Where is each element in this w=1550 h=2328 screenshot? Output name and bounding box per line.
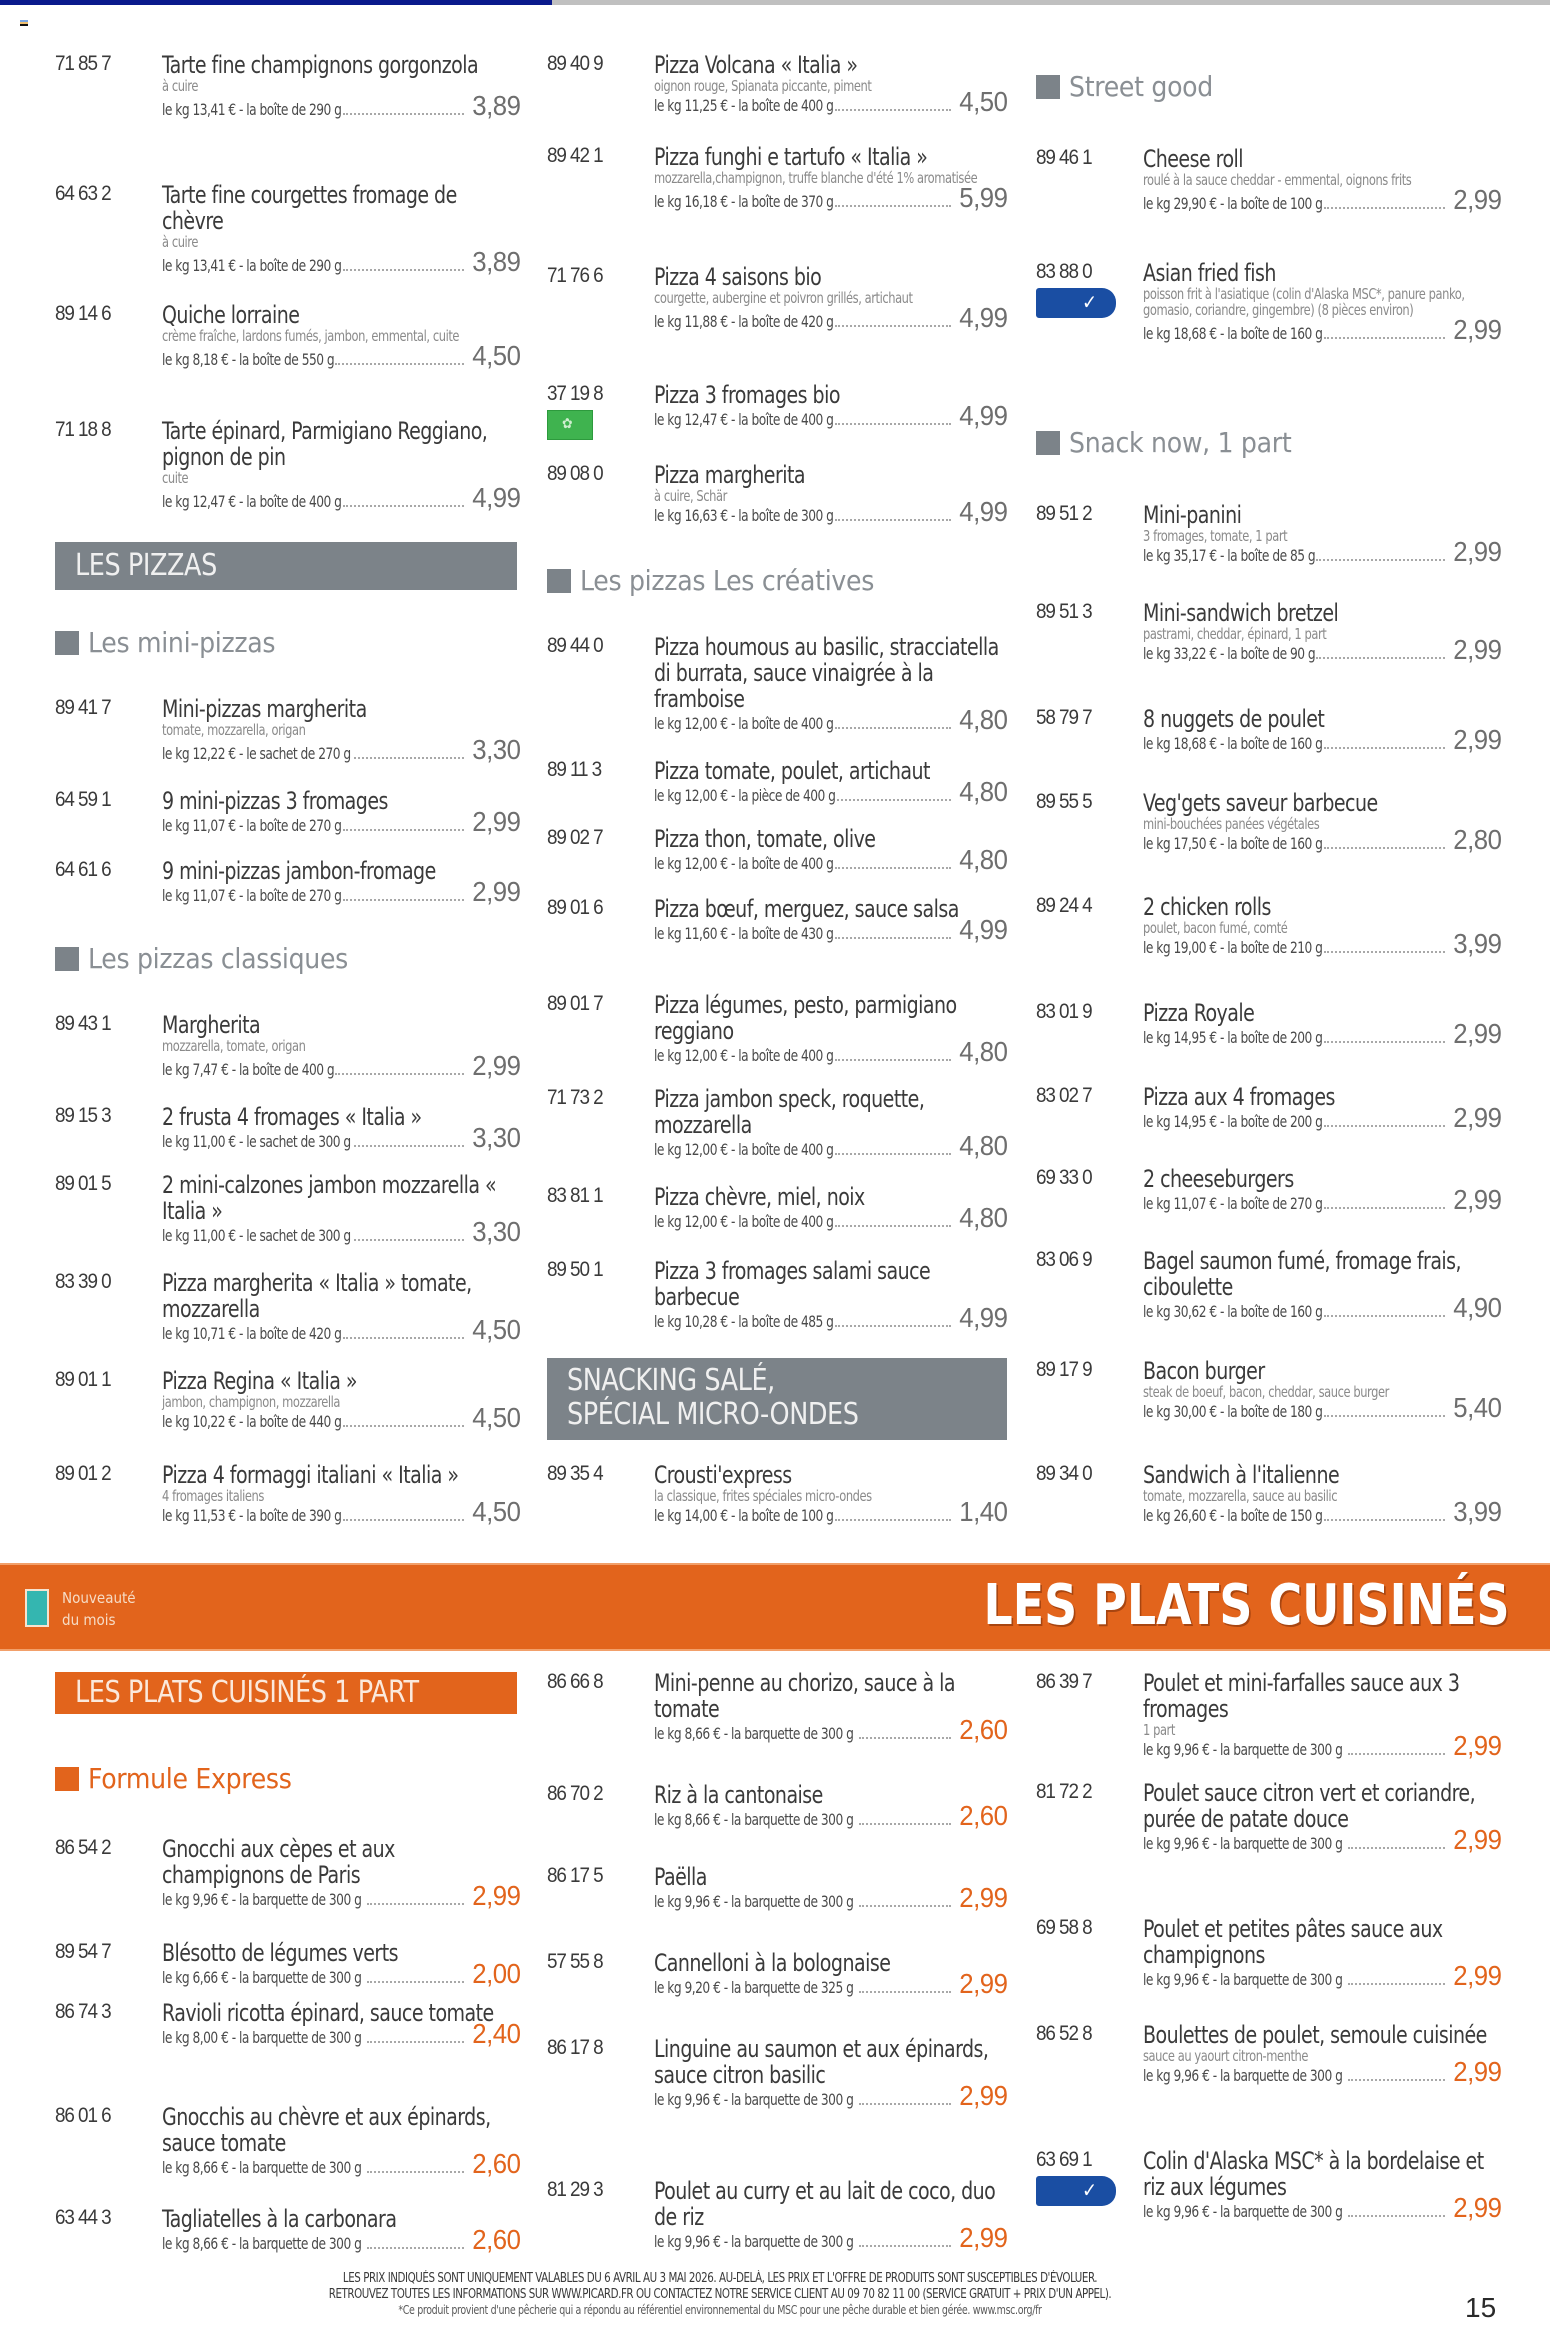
product-desc: 4 fromages italiens xyxy=(162,1487,264,1505)
product-name: Poulet et mini-farfalles sauce aux 3 fromages xyxy=(1143,1669,1460,1723)
product-name: Mini-sandwich bretzel xyxy=(1143,599,1339,627)
product-desc: à cuire xyxy=(162,77,198,95)
square-bullet-icon xyxy=(547,569,571,593)
product-name: Mini-penne au chorizo, sauce à la tomate xyxy=(654,1669,955,1723)
product-name: Mini-pizzas margherita xyxy=(162,695,367,723)
product-code: 83 02 7 xyxy=(1036,1084,1092,1107)
subheader-formule-express: Formule Express xyxy=(55,1762,292,1795)
product-code: 89 01 5 xyxy=(55,1172,111,1195)
product-name: Tarte épinard, Parmigiano Reggiano, pignon de pin xyxy=(162,417,488,471)
product-code: 64 61 6 xyxy=(55,858,111,881)
product-name: Tagliatelles à la carbonara xyxy=(162,2205,397,2233)
color-swatch-icon xyxy=(20,20,28,28)
product-name: 9 mini-pizzas 3 fromages xyxy=(162,787,388,815)
product-code: 89 40 9 xyxy=(547,52,603,75)
unit-price: le kg 8,66 € - la barquette de 300 g xyxy=(654,1724,854,1743)
unit-price: le kg 19,00 € - la boîte de 210 g xyxy=(1143,938,1323,957)
unit-price: le kg 12,00 € - la pièce de 400 g xyxy=(654,786,836,805)
product-code: 89 24 4 xyxy=(1036,894,1092,917)
square-bullet-icon xyxy=(55,631,79,655)
product-name: Pizza 3 fromages bio xyxy=(654,381,840,409)
unit-price: le kg 17,50 € - la boîte de 160 g xyxy=(1143,834,1323,853)
subheader-mini-pizzas: Les mini-pizzas xyxy=(55,626,275,659)
product-code: 89 01 6 xyxy=(547,896,603,919)
product-name: Poulet au curry et au lait de coco, duo de riz xyxy=(654,2177,996,2231)
product-name: Gnocchis au chèvre et aux épinards, sauce tomate xyxy=(162,2103,491,2157)
product-name: Pizza bœuf, merguez, sauce salsa xyxy=(654,895,959,923)
unit-price: le kg 30,62 € - la boîte de 160 g xyxy=(1143,1302,1323,1321)
product-name: Pizza margherita xyxy=(654,461,806,489)
product-name: Ravioli ricotta épinard, sauce tomate xyxy=(162,1999,494,2027)
price: 4,99 xyxy=(958,302,1007,333)
unit-price: le kg 13,41 € - la boîte de 290 g xyxy=(162,100,342,119)
unit-price: le kg 11,53 € - la boîte de 390 g xyxy=(162,1506,342,1525)
product-name: Pizza chèvre, miel, noix xyxy=(654,1183,865,1211)
unit-price: le kg 33,22 € - la boîte de 90 g xyxy=(1143,644,1316,663)
square-bullet-icon xyxy=(55,947,79,971)
plats-cuisines-banner xyxy=(0,1563,1550,1651)
product-code: 37 19 8 xyxy=(547,382,603,405)
product-code: 89 15 3 xyxy=(55,1104,111,1127)
product-name: Bagel saumon fumé, fromage frais, ciboulette xyxy=(1143,1247,1462,1301)
product-desc: pastrami, cheddar, épinard, 1 part xyxy=(1143,625,1327,643)
product-code: 71 85 7 xyxy=(55,52,111,75)
unit-price: le kg 9,20 € - la barquette de 325 g xyxy=(654,1978,854,1997)
product-code: 89 43 1 xyxy=(55,1012,111,1035)
subheader-street-good: Street good xyxy=(1036,70,1213,103)
product-code: 71 18 8 xyxy=(55,418,111,441)
unit-price: le kg 16,63 € - la boîte de 300 g xyxy=(654,506,834,525)
footer-msc-notice: *Ce produit provient d'une pêcherie qui a répondu au référentiel environnemental du MSC pour une pêche durable et bien gérée. www.msc.org/fr xyxy=(398,2303,1042,2317)
price: 4,99 xyxy=(958,1302,1007,1333)
new-of-month-label: Nouveauté du mois xyxy=(62,1589,136,1629)
product-name: Crousti'express xyxy=(654,1461,792,1489)
price: 4,80 xyxy=(958,1202,1007,1233)
product-desc: à cuire, Schär xyxy=(654,487,727,505)
price: 2,99 xyxy=(471,1050,520,1081)
unit-price: le kg 6,66 € - la barquette de 300 g xyxy=(162,1968,362,1987)
unit-price: le kg 14,95 € - la boîte de 200 g xyxy=(1143,1028,1323,1047)
unit-price: le kg 9,96 € - la barquette de 300 g xyxy=(1143,1740,1343,1759)
unit-price: le kg 9,96 € - la barquette de 300 g xyxy=(1143,1970,1343,1989)
square-bullet-icon xyxy=(55,1767,79,1791)
product-desc: courgette, aubergine et poivron grillés, artichaut xyxy=(654,289,913,307)
product-desc: mozzarella,champignon, truffe blanche d'été 1% aromatisée xyxy=(654,169,978,187)
product-name: Pizza Volcana « Italia » xyxy=(654,51,858,79)
price: 4,99 xyxy=(471,482,520,513)
product-name: Asian fried fish xyxy=(1143,259,1276,287)
price: 4,50 xyxy=(471,1402,520,1433)
product-desc: tomate, mozzarella, sauce au basilic xyxy=(1143,1487,1338,1505)
product-code: 83 06 9 xyxy=(1036,1248,1092,1271)
product-code: 89 01 1 xyxy=(55,1368,111,1391)
product-desc: tomate, mozzarella, origan xyxy=(162,721,306,739)
unit-price: le kg 26,60 € - la boîte de 150 g xyxy=(1143,1506,1323,1525)
price: 2,99 xyxy=(1452,634,1501,665)
product-code: 86 17 8 xyxy=(547,2036,603,2059)
product-code: 86 39 7 xyxy=(1036,1670,1092,1693)
unit-price: le kg 8,66 € - la barquette de 300 g xyxy=(162,2158,362,2177)
unit-price: le kg 9,96 € - la barquette de 300 g xyxy=(1143,1834,1343,1853)
unit-price: le kg 7,47 € - la boîte de 400 g xyxy=(162,1060,335,1079)
unit-price: le kg 14,00 € - la boîte de 100 g xyxy=(654,1506,834,1525)
product-name: Sandwich à l'italienne xyxy=(1143,1461,1340,1489)
price: 2,00 xyxy=(471,1958,520,1989)
subheader-snack-now: Snack now, 1 part xyxy=(1036,426,1291,459)
product-name: Pizza aux 4 fromages xyxy=(1143,1083,1335,1111)
product-name: Colin d'Alaska MSC* à la bordelaise et riz aux légumes xyxy=(1143,2147,1484,2201)
price: 2,99 xyxy=(1452,2192,1501,2223)
product-desc: la classique, frites spéciales micro-ondes xyxy=(654,1487,872,1505)
price: 4,50 xyxy=(471,1314,520,1345)
product-name: Cheese roll xyxy=(1143,145,1244,173)
product-desc: 1 part xyxy=(1143,1721,1175,1739)
organic-label-icon xyxy=(547,410,593,440)
square-bullet-icon xyxy=(1036,75,1060,99)
price: 2,99 xyxy=(958,2222,1007,2253)
subheader-pizzas-classiques: Les pizzas classiques xyxy=(55,942,348,975)
product-name: Pizza 4 formaggi italiani « Italia » xyxy=(162,1461,459,1489)
product-code: 89 34 0 xyxy=(1036,1462,1092,1485)
product-code: 86 01 6 xyxy=(55,2104,111,2127)
product-name: 2 cheeseburgers xyxy=(1143,1165,1294,1193)
price: 4,99 xyxy=(958,400,1007,431)
product-name: 2 mini-calzones jambon mozzarella « Italia » xyxy=(162,1171,497,1225)
price: 2,60 xyxy=(958,1800,1007,1831)
unit-price: le kg 12,00 € - la boîte de 400 g xyxy=(654,854,834,873)
unit-price: le kg 8,66 € - la barquette de 300 g xyxy=(162,2234,362,2253)
price: 3,30 xyxy=(471,1216,520,1247)
product-code: 57 55 8 xyxy=(547,1950,603,1973)
price: 2,99 xyxy=(958,2080,1007,2111)
new-of-month-badge-icon xyxy=(25,1589,49,1627)
product-code: 69 58 8 xyxy=(1036,1916,1092,1939)
product-code: 89 46 1 xyxy=(1036,146,1092,169)
price: 2,60 xyxy=(958,1714,1007,1745)
product-name: Mini-panini xyxy=(1143,501,1242,529)
price: 4,80 xyxy=(958,1130,1007,1161)
unit-price: le kg 9,96 € - la barquette de 300 g xyxy=(1143,2066,1343,2085)
product-name: Gnocchi aux cèpes et aux champignons de Paris xyxy=(162,1835,395,1889)
price: 2,99 xyxy=(1452,314,1501,345)
product-desc: poisson frit à l'asiatique (colin d'Alaska MSC*, panure panko, gomasio, coriandre, gingembre) (8 pièces environ) xyxy=(1143,285,1465,319)
product-desc: sauce au yaourt citron-menthe xyxy=(1143,2047,1309,2065)
product-code: 86 74 3 xyxy=(55,2000,111,2023)
unit-price: le kg 14,95 € - la boîte de 200 g xyxy=(1143,1112,1323,1131)
product-code: 89 50 1 xyxy=(547,1258,603,1281)
product-desc: mini-bouchées panées végétales xyxy=(1143,815,1320,833)
product-code: 86 17 5 xyxy=(547,1864,603,1887)
unit-price: le kg 12,00 € - la boîte de 400 g xyxy=(654,1212,834,1231)
unit-price: le kg 9,96 € - la barquette de 300 g xyxy=(654,2090,854,2109)
product-code: 63 44 3 xyxy=(55,2206,111,2229)
product-desc: steak de boeuf, bacon, cheddar, sauce burger xyxy=(1143,1383,1389,1401)
unit-price: le kg 18,68 € - la boîte de 160 g xyxy=(1143,734,1323,753)
product-code: 83 81 1 xyxy=(547,1184,603,1207)
unit-price: le kg 12,00 € - la boîte de 400 g xyxy=(654,714,834,733)
unit-price: le kg 11,00 € - le sachet de 300 g xyxy=(162,1226,351,1245)
product-desc: crème fraîche, lardons fumés, jambon, emmental, cuite xyxy=(162,327,460,345)
price: 3,99 xyxy=(1452,1496,1501,1527)
price: 4,80 xyxy=(958,1036,1007,1067)
price: 2,99 xyxy=(1452,1102,1501,1133)
section-header-pizzas: LES PIZZAS xyxy=(55,542,517,590)
price: 4,80 xyxy=(958,844,1007,875)
price: 4,50 xyxy=(471,340,520,371)
product-desc: à cuire xyxy=(162,233,198,251)
product-code: 89 35 4 xyxy=(547,1462,603,1485)
product-desc: mozzarella, tomate, origan xyxy=(162,1037,306,1055)
page-number: 15 xyxy=(1465,2292,1497,2323)
product-code: 83 39 0 xyxy=(55,1270,111,1293)
product-name: Boulettes de poulet, semoule cuisinée xyxy=(1143,2021,1487,2049)
unit-price: le kg 10,22 € - la boîte de 440 g xyxy=(162,1412,342,1431)
unit-price: le kg 11,00 € - le sachet de 300 g xyxy=(162,1132,351,1151)
price: 4,80 xyxy=(958,776,1007,807)
product-name: Poulet sauce citron vert et coriandre, purée de patate douce xyxy=(1143,1779,1476,1833)
unit-price: le kg 11,88 € - la boîte de 420 g xyxy=(654,312,834,331)
footer-validity-notice: LES PRIX INDIQUÉS SONT UNIQUEMENT VALABLES DU 6 AVRIL AU 3 MAI 2026. AU-DELÀ, LES PRIX ET L'OFFRE DE PRODUITS SONT SUSCEPTIBLES D'ÉVOLUER. xyxy=(342,2271,1098,2286)
unit-price: le kg 8,00 € - la barquette de 300 g xyxy=(162,2028,362,2047)
product-name: Poulet et petites pâtes sauce aux champignons xyxy=(1143,1915,1443,1969)
unit-price: le kg 11,07 € - la boîte de 270 g xyxy=(162,886,342,905)
unit-price: le kg 13,41 € - la boîte de 290 g xyxy=(162,256,342,275)
product-name: Tarte fine courgettes fromage de chèvre xyxy=(162,181,457,235)
price: 3,99 xyxy=(1452,928,1501,959)
unit-price: le kg 9,96 € - la barquette de 300 g xyxy=(654,1892,854,1911)
price: 2,99 xyxy=(1452,1824,1501,1855)
unit-price: le kg 9,96 € - la barquette de 300 g xyxy=(1143,2202,1343,2221)
price: 3,89 xyxy=(471,246,520,277)
msc-label-icon xyxy=(1036,2176,1116,2206)
price: 2,99 xyxy=(1452,1730,1501,1761)
unit-price: le kg 35,17 € - la boîte de 85 g xyxy=(1143,546,1316,565)
product-code: 86 52 8 xyxy=(1036,2022,1092,2045)
price: 2,60 xyxy=(471,2224,520,2255)
unit-price: le kg 12,22 € - le sachet de 270 g xyxy=(162,744,351,763)
price: 4,50 xyxy=(958,86,1007,117)
product-name: Tarte fine champignons gorgonzola xyxy=(162,51,479,79)
unit-price: le kg 11,07 € - la boîte de 270 g xyxy=(162,816,342,835)
unit-price: le kg 10,71 € - la boîte de 420 g xyxy=(162,1324,342,1343)
product-code: 58 79 7 xyxy=(1036,706,1092,729)
product-name: Bacon burger xyxy=(1143,1357,1265,1385)
price: 4,90 xyxy=(1452,1292,1501,1323)
price: 2,99 xyxy=(471,806,520,837)
product-desc: cuite xyxy=(162,469,189,487)
square-bullet-icon xyxy=(1036,431,1060,455)
price: 2,99 xyxy=(958,1882,1007,1913)
product-name: Pizza margherita « Italia » tomate, mozzarella xyxy=(162,1269,472,1323)
unit-price: le kg 11,25 € - la boîte de 400 g xyxy=(654,96,834,115)
product-code: 89 08 0 xyxy=(547,462,603,485)
product-name: Pizza légumes, pesto, parmigiano reggiano xyxy=(654,991,957,1045)
product-code: 83 88 0 xyxy=(1036,260,1092,283)
product-name: 2 frusta 4 fromages « Italia » xyxy=(162,1103,422,1131)
unit-price: le kg 16,18 € - la boîte de 370 g xyxy=(654,192,834,211)
product-code: 64 63 2 xyxy=(55,182,111,205)
price: 4,99 xyxy=(958,496,1007,527)
unit-price: le kg 11,07 € - la boîte de 270 g xyxy=(1143,1194,1323,1213)
unit-price: le kg 12,00 € - la boîte de 400 g xyxy=(654,1046,834,1065)
unit-price: le kg 9,96 € - la barquette de 300 g xyxy=(654,2232,854,2251)
price: 1,40 xyxy=(958,1496,1007,1527)
product-code: 89 55 5 xyxy=(1036,790,1092,813)
unit-price: le kg 8,18 € - la boîte de 550 g xyxy=(162,350,335,369)
price: 2,99 xyxy=(1452,184,1501,215)
price: 2,99 xyxy=(471,1880,520,1911)
price: 2,99 xyxy=(1452,724,1501,755)
product-name: Cannelloni à la bolognaise xyxy=(654,1949,891,1977)
product-desc: 3 fromages, tomate, 1 part xyxy=(1143,527,1288,545)
product-code: 89 51 2 xyxy=(1036,502,1092,525)
product-code: 71 73 2 xyxy=(547,1086,603,1109)
unit-price: le kg 8,66 € - la barquette de 300 g xyxy=(654,1810,854,1829)
footer-contact-notice: RETROUVEZ TOUTES LES INFORMATIONS SUR WWW.PICARD.FR OU CONTACTEZ NOTRE SERVICE CLIENT AU 09 70 82 11 00 (SERVICE GRATUIT + PRIX D'UN APPEL). xyxy=(328,2287,1112,2302)
product-code: 89 41 7 xyxy=(55,696,111,719)
product-code: 69 33 0 xyxy=(1036,1166,1092,1189)
product-code: 81 29 3 xyxy=(547,2178,603,2201)
product-name: Pizza tomate, poulet, artichaut xyxy=(654,757,930,785)
product-code: 89 02 7 xyxy=(547,826,603,849)
product-name: Pizza 3 fromages salami sauce barbecue xyxy=(654,1257,931,1311)
unit-price: le kg 12,47 € - la boîte de 400 g xyxy=(654,410,834,429)
price: 2,99 xyxy=(471,876,520,907)
msc-label-icon xyxy=(1036,288,1116,318)
product-name: Linguine au saumon et aux épinards, sauce citron basilic xyxy=(654,2035,989,2089)
price: 2,99 xyxy=(1452,536,1501,567)
product-name: Pizza houmous au basilic, stracciatella di burrata, sauce vinaigrée à la framboise xyxy=(654,633,999,713)
product-name: 9 mini-pizzas jambon-fromage xyxy=(162,857,436,885)
product-name: Blésotto de légumes verts xyxy=(162,1939,398,1967)
product-code: 89 51 3 xyxy=(1036,600,1092,623)
product-name: Pizza 4 saisons bio xyxy=(654,263,822,291)
subheader-pizzas-creatives: Les pizzas Les créatives xyxy=(547,564,874,597)
price: 2,80 xyxy=(1452,824,1501,855)
price: 4,99 xyxy=(958,914,1007,945)
price: 2,99 xyxy=(1452,1960,1501,1991)
product-code: 89 42 1 xyxy=(547,144,603,167)
product-name: Pizza jambon speck, roquette, mozzarella xyxy=(654,1085,925,1139)
unit-price: le kg 18,68 € - la boîte de 160 g xyxy=(1143,324,1323,343)
product-name: 2 chicken rolls xyxy=(1143,893,1271,921)
section-header-plats-1-part: LES PLATS CUISINÉS 1 PART xyxy=(55,1672,517,1714)
product-code: 89 14 6 xyxy=(55,302,111,325)
product-code: 64 59 1 xyxy=(55,788,111,811)
product-code: 89 11 3 xyxy=(547,758,602,781)
product-name: Pizza Royale xyxy=(1143,999,1255,1027)
price: 5,40 xyxy=(1452,1392,1501,1423)
legal-footer xyxy=(150,2271,1290,2317)
price: 2,99 xyxy=(1452,2056,1501,2087)
product-code: 86 66 8 xyxy=(547,1670,603,1693)
product-desc: roulé à la sauce cheddar - emmental, oignons frits xyxy=(1143,171,1412,189)
price: 3,30 xyxy=(471,1122,520,1153)
product-code: 83 01 9 xyxy=(1036,1000,1092,1023)
unit-price: le kg 12,47 € - la boîte de 400 g xyxy=(162,492,342,511)
price: 2,40 xyxy=(471,2018,520,2049)
price: 3,89 xyxy=(471,90,520,121)
unit-price: le kg 9,96 € - la barquette de 300 g xyxy=(162,1890,362,1909)
product-name: Paëlla xyxy=(654,1863,707,1891)
unit-price: le kg 12,00 € - la boîte de 400 g xyxy=(654,1140,834,1159)
price: 4,50 xyxy=(471,1496,520,1527)
product-name: Pizza funghi e tartufo « Italia » xyxy=(654,143,928,171)
unit-price: le kg 10,28 € - la boîte de 485 g xyxy=(654,1312,834,1331)
price: 2,99 xyxy=(1452,1018,1501,1049)
product-code: 89 17 9 xyxy=(1036,1358,1092,1381)
price: 2,99 xyxy=(1452,1184,1501,1215)
price: 4,80 xyxy=(958,704,1007,735)
unit-price: le kg 30,00 € - la boîte de 180 g xyxy=(1143,1402,1323,1421)
price: 2,60 xyxy=(471,2148,520,2179)
price: 2,99 xyxy=(958,1968,1007,1999)
product-code: 89 01 7 xyxy=(547,992,603,1015)
product-desc: poulet, bacon fumé, comté xyxy=(1143,919,1288,937)
banner-title: LES PLATS CUISINÉS xyxy=(983,1573,1510,1638)
product-name: Riz à la cantonaise xyxy=(654,1781,823,1809)
product-code: 63 69 1 xyxy=(1036,2148,1092,2171)
product-code: 89 01 2 xyxy=(55,1462,111,1485)
product-code: 89 44 0 xyxy=(547,634,603,657)
product-code: 81 72 2 xyxy=(1036,1780,1092,1803)
product-desc: oignon rouge, Spianata piccante, piment xyxy=(654,77,872,95)
section-header-snacking: SNACKING SALÉ, SPÉCIAL MICRO-ONDES xyxy=(547,1358,1007,1440)
price: 5,99 xyxy=(958,182,1007,213)
unit-price: le kg 29,90 € - la boîte de 100 g xyxy=(1143,194,1323,213)
product-name: Pizza Regina « Italia » xyxy=(162,1367,357,1395)
product-name: Margherita xyxy=(162,1011,261,1039)
product-code: 86 54 2 xyxy=(55,1836,111,1859)
product-name: Pizza thon, tomate, olive xyxy=(654,825,876,853)
product-name: Quiche lorraine xyxy=(162,301,300,329)
product-desc: jambon, champignon, mozzarella xyxy=(162,1393,341,1411)
product-name: 8 nuggets de poulet xyxy=(1143,705,1325,733)
product-code: 89 54 7 xyxy=(55,1940,111,1963)
product-code: 86 70 2 xyxy=(547,1782,603,1805)
product-code: 71 76 6 xyxy=(547,264,603,287)
unit-price: le kg 11,60 € - la boîte de 430 g xyxy=(654,924,834,943)
price: 3,30 xyxy=(471,734,520,765)
product-name: Veg'gets saveur barbecue xyxy=(1143,789,1378,817)
